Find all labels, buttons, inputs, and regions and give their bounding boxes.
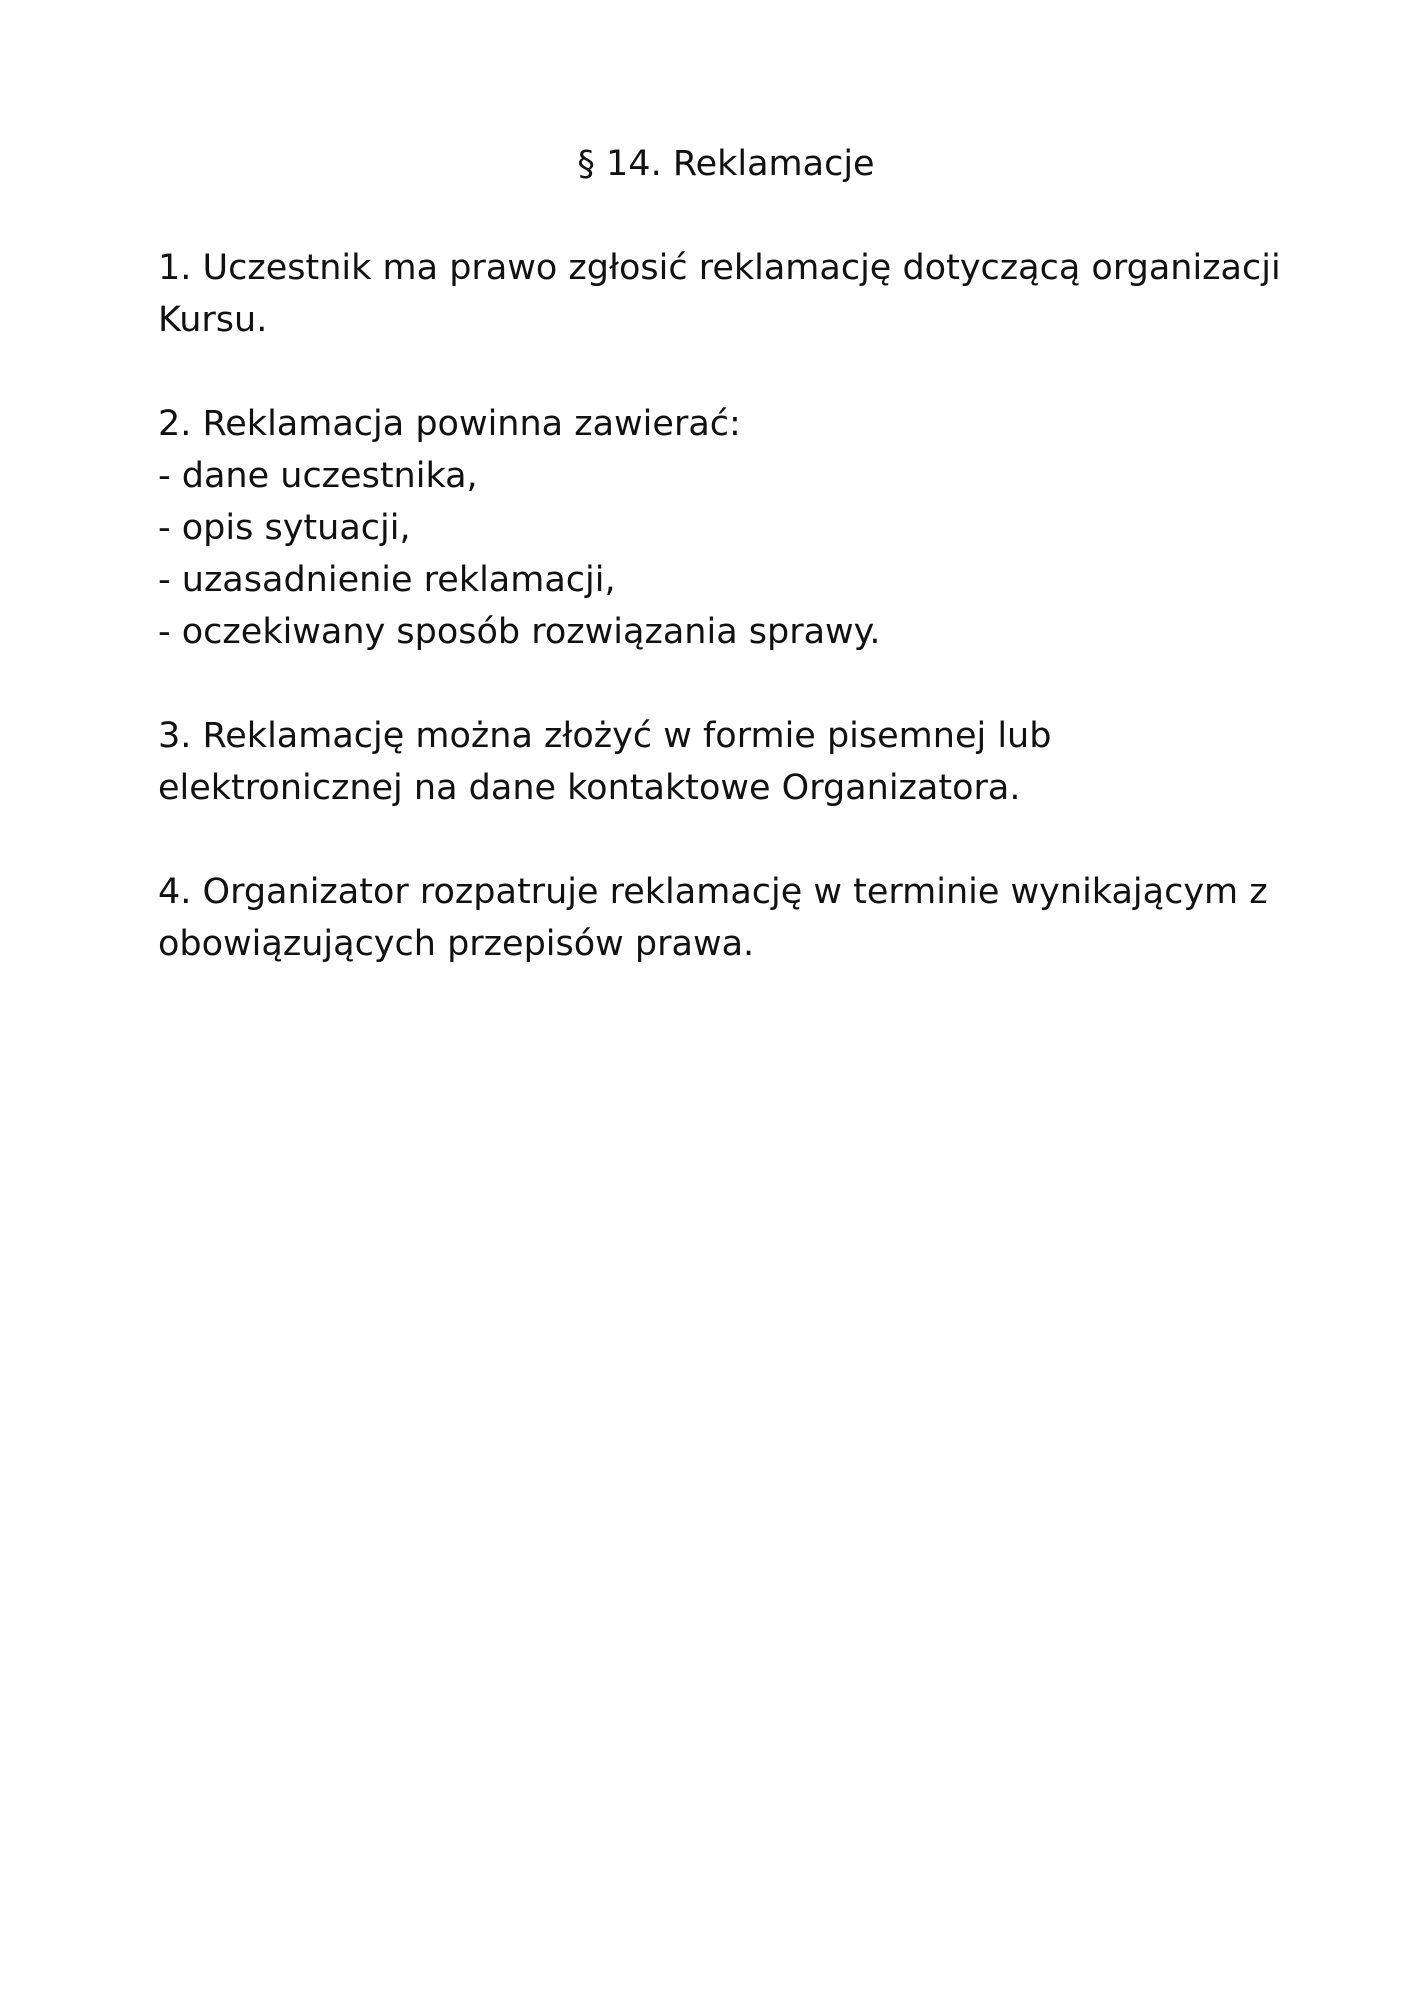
document-content [158,138,1288,1022]
requirements-list [158,450,1288,658]
paragraph-3 [158,710,1288,814]
paragraph-2 [158,398,1288,658]
paragraph-1-text: 1. Uczestnik ma prawo zgłosić reklamację dotyczącą organizacji Kursu. [158,248,1281,340]
list-item: - uzasadnienie reklamacji, [158,560,616,600]
list-item: - dane uczestnika, [158,456,478,496]
paragraph-4-text: 4. Organizator rozpatruje reklamację w terminie wynikającym z obowiązujących przepisów prawa. [158,872,1268,964]
paragraph-3-text: 3. Reklamację można złożyć w formie pisemnej lub elektronicznej na dane kontaktowe Organizatora. [158,716,1052,808]
paragraph-2-text: 2. Reklamacja powinna zawierać: [158,404,741,444]
paragraph-1 [158,242,1288,346]
list-item: - opis sytuacji, [158,508,411,548]
section-title: § 14. Reklamacje [577,144,875,184]
list-item: - oczekiwany sposób rozwiązania sprawy. [158,612,881,652]
paragraph-4 [158,866,1288,970]
